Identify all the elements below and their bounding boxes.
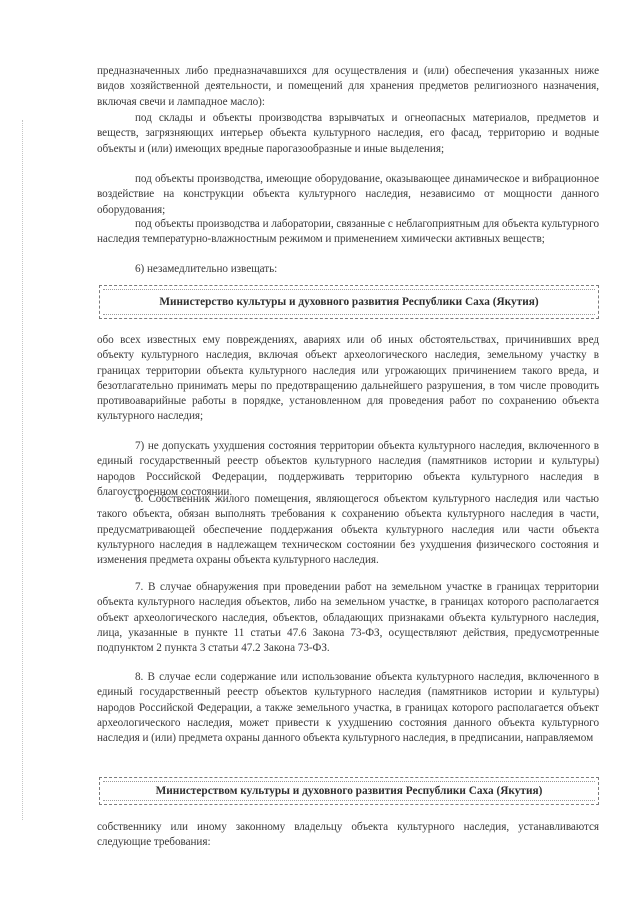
paragraph-notify-item-6: 6) незамедлительно извещать: xyxy=(135,263,278,275)
ministry-stamp-1-text: Министерство культуры и духовного развития Республики Саха (Якутия) xyxy=(159,296,539,308)
paragraph-dynamic-equipment: под объекты производства, имеющие оборудование, оказывающее динамическое и вибрационное воздействие на конструкции объекта культурного наследия, независимо от мощности данного оборудования; xyxy=(97,173,599,216)
ministry-stamp-1 xyxy=(99,285,599,319)
paragraph-laboratories: под объекты производства и лаборатории, связанные с неблагоприятным для объекта культурного наследия температурно-влажностным режимом и применением химически активных веществ; xyxy=(97,218,599,246)
ministry-stamp-2 xyxy=(99,777,599,805)
paragraph-section-8: 8. В случае если содержание или использование объекта культурного наследия, включенного в единый государственный реестр объектов культурного наследия (памятников истории и культуры) народов Российской Федерации, а также земельного участка, в границах которого располагается объект археологического наследия, может привести к ухудшению состояния данного объекта культурного наследия и (или) предмета охраны данного объекта культурного наследия, в предписании, направляемом xyxy=(97,671,599,745)
ministry-stamp-2-text: Министерством культуры и духовного развития Республики Саха (Якутия) xyxy=(155,785,543,797)
paragraph-explosives: под склады и объекты производства взрывчатых и огнеопасных материалов, предметов и веществ, загрязняющих интерьер объекта культурного наследия, его фасад, территорию и водные объекты и (или) имеющих вредные парогазообразные и иные выделения; xyxy=(97,112,599,155)
paragraph-section-6: 6. Собственник жилого помещения, являющегося объектом культурного наследия или частью такого объекта, обязан выполнять требования к сохранению объекта культурного наследия в части, предусматривающей обеспечение поддержания объекта культурного наследия или части объекта культурного наследия в надлежащем техническом состоянии без ухудшения физического состояния и изменения предмета охраны объекта культурного наследия. xyxy=(97,493,599,567)
paragraph-hazard-preamble: предназначенных либо предназначавшихся для осуществления и (или) обеспечения указанных ниже видов хозяйственной деятельности, и помещений для хранения предметов религиозного назначения, включая свечи и лампадное масло): xyxy=(97,65,599,108)
paragraph-item-7: 7) не допускать ухудшения состояния территории объекта культурного наследия, включенного в единый государственный реестр объектов культурного наследия (памятников истории и культуры) народов Российской Федерации, поддерживать территорию объекта культурного наследия в благоустроенном состоянии. xyxy=(97,440,599,498)
paragraph-damage-report: обо всех известных ему повреждениях, авариях или об иных обстоятельствах, причинивших вред объекту культурного наследия, включая объект археологического наследия, земельному участку в границах территории объекта культурного наследия или угрожающих причинением такого вреда, и безотлагательно принимать меры по предотвращению дальнейшего разрушения, в том числе проводить противоаварийные работы в порядке, установленном для проведения работ по сохранению объекта культурного наследия; xyxy=(97,334,599,423)
margin-dotted-line xyxy=(22,120,26,820)
paragraph-requirements-intro: собственнику или иному законному владельцу объекта культурного наследия, устанавливаются следующие требования: xyxy=(97,821,599,849)
paragraph-section-7: 7. В случае обнаружения при проведении работ на земельном участке в границах территории объекта культурного наследия объектов, либо на земельном участке, в границах которого располагается объект археологического наследия, объектов, обладающих признаками объекта культурного наследия, лица, указанные в пункте 11 статьи 47.6 Закона 73-ФЗ, осуществляют действия, предусмотренные подпунктом 2 пункта 3 статьи 47.2 Закона 73-ФЗ. xyxy=(97,581,599,655)
